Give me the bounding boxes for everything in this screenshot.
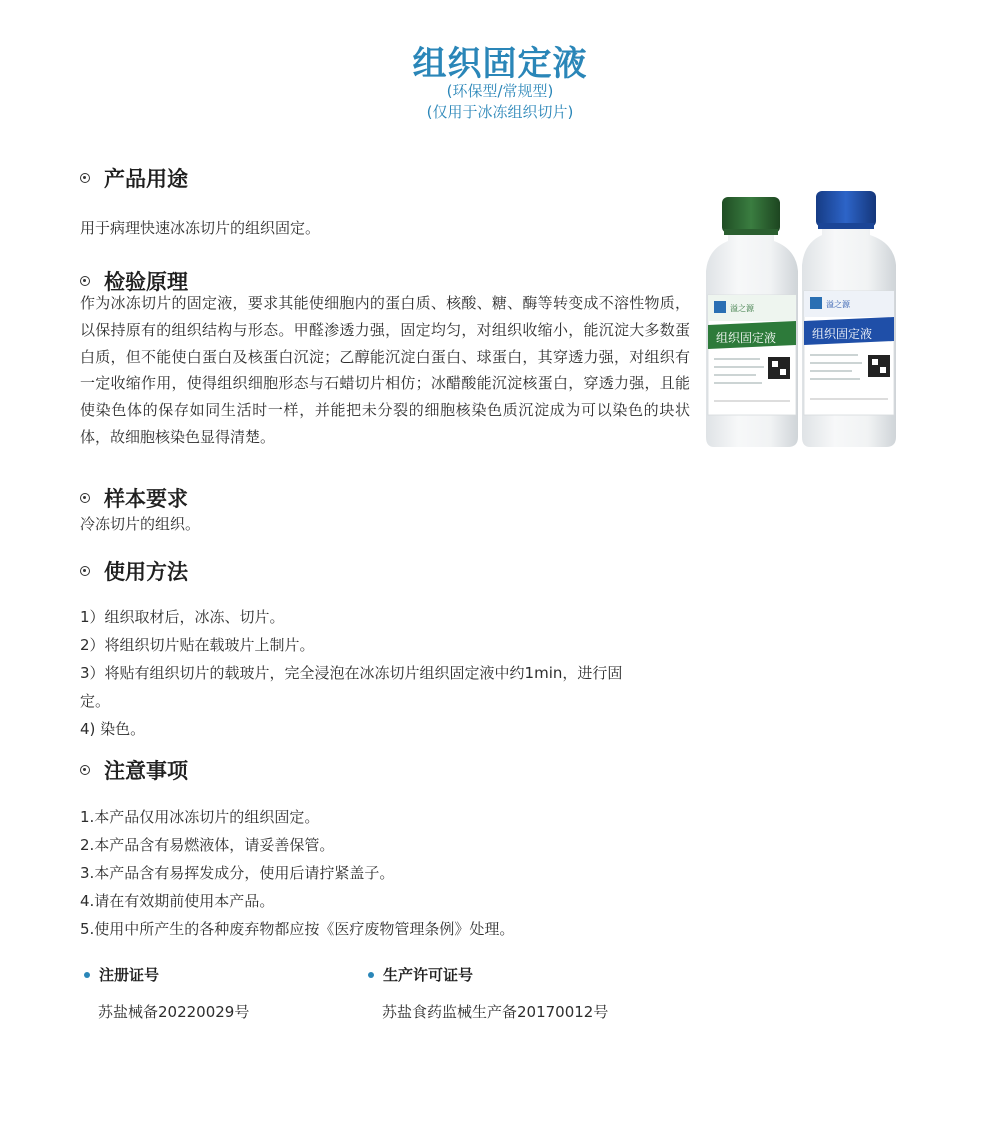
note-item: 5.使用中所产生的各种废弃物都应按《医疗废物管理条例》处理。 [80,920,515,938]
license-label: 生产许可证号 [383,966,474,984]
note-item: 2.本产品含有易燃液体，请妥善保管。 [80,836,335,854]
principle-text: 作为冰冻切片的固定液，要求其能使细胞内的蛋白质、核酸、糖、酶等转变成不溶性物质，以保持原有的组织结构与形态。甲醛渗透力强，固定均匀，对组织收缩小，能沉淀大多数蛋白质，但不能使白蛋白及核蛋白沉淀；乙醇能沉淀白蛋白、球蛋白，其穿透力强，对组织有一定收缩作用，使得组织细胞形态与石蜡切片相仿；冰醋酸能沉淀核蛋白，穿透力强，且能使染色体的保存如同生活时一样，并能把未分裂的细胞核染色质沉淀成为可以染色的块状体，故细胞核染色显得清楚。 [80,294,690,446]
section-heading-notes [80,755,188,785]
bottle-label-green: 组织固定液 [716,331,777,345]
ring-bullet-icon [80,566,90,576]
ring-bullet-icon [80,765,90,775]
bottle-label-blue: 组织固定液 [812,327,873,341]
registration-heading [84,964,159,985]
section-heading-label: 检验原理 [104,270,188,294]
section-heading-method [80,556,188,586]
section-heading-label: 样本要求 [104,487,188,511]
product-photo [700,185,902,455]
ring-bullet-icon [80,493,90,503]
subtitle-usage: (仅用于冰冻组织切片) [426,103,574,121]
registration-label: 注册证号 [99,966,160,984]
ring-bullet-icon [80,173,90,183]
registration-number: 苏盐械备20220029号 [98,1003,250,1021]
bottle-brand-blue: 溢之源 [826,300,850,309]
subtitle-type: (环保型/常规型) [446,82,554,100]
ring-bullet-icon [80,276,90,286]
section-heading-label: 注意事项 [104,759,188,783]
bottle-brand-green: 溢之源 [730,304,754,313]
method-step: 2）将组织切片贴在载玻片上制片。 [80,636,315,654]
license-heading [368,964,473,985]
note-item: 3.本产品含有易挥发成分，使用后请拧紧盖子。 [80,864,395,882]
usage-text: 用于病理快速冰冻切片的组织固定。 [80,219,321,237]
dot-bullet-icon [84,972,90,978]
note-item: 4.请在有效期前使用本产品。 [80,892,275,910]
note-item: 1.本产品仅用冰冻切片的组织固定。 [80,808,320,826]
page-title: 组织固定液 [412,44,588,84]
section-heading-sample [80,483,188,513]
license-number: 苏盐食药监械生产备20170012号 [382,1003,609,1021]
sample-text: 冷冻切片的组织。 [80,515,201,533]
section-heading-label: 使用方法 [104,560,188,584]
section-heading-usage [80,163,188,193]
method-step: 定。 [80,692,111,710]
method-step: 3）将贴有组织切片的载玻片，完全浸泡在冰冻切片组织固定液中约1min，进行固 [80,664,623,682]
dot-bullet-icon [368,972,374,978]
method-step: 4) 染色。 [80,720,146,738]
section-heading-label: 产品用途 [104,167,188,191]
bottles-image [700,185,902,455]
method-step: 1）组织取材后，冰冻、切片。 [80,608,285,626]
